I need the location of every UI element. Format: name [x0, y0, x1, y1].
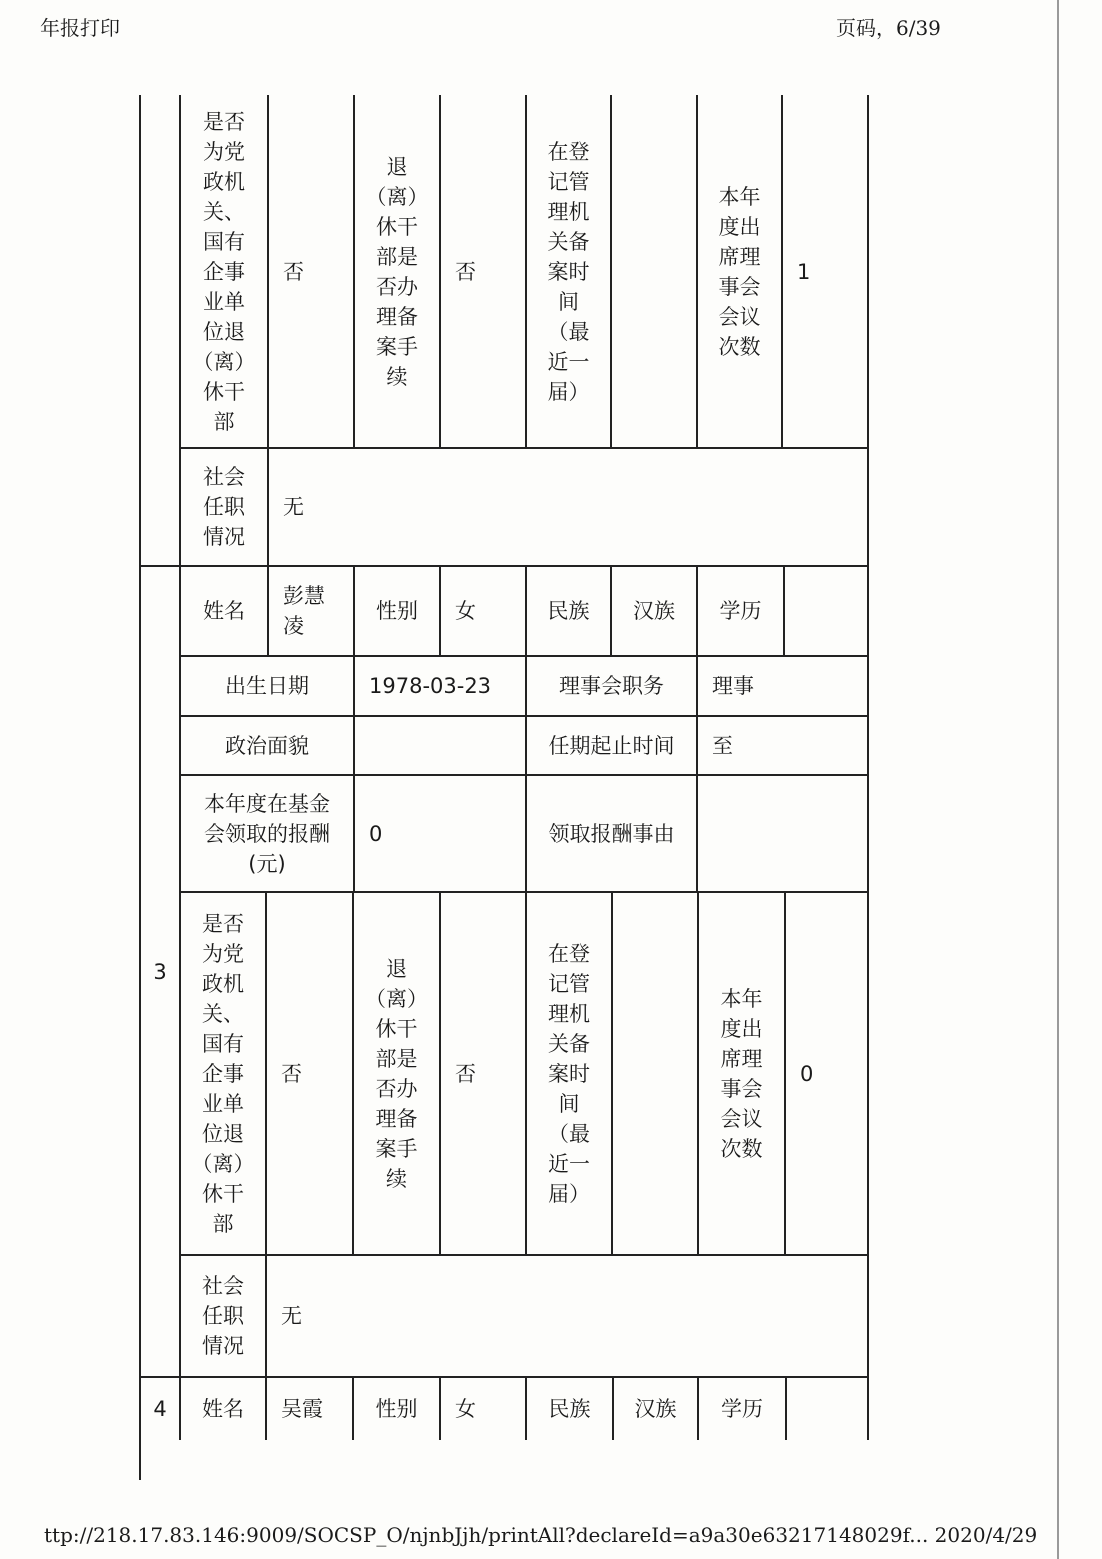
table-border	[867, 95, 869, 1440]
label-social-positions: 社会 任职 情况	[202, 1274, 244, 1358]
value-name: 吴霞	[281, 1397, 323, 1421]
label-retired-filing: 退 （离） 休干 部是 否办 理备 案手 续	[365, 956, 428, 1191]
value-education	[785, 567, 867, 655]
label-birth-date: 出生日期	[225, 674, 309, 698]
label-name: 姓名	[202, 1397, 244, 1421]
value-registration-time	[612, 97, 696, 447]
label-remuneration-reason: 领取报酬事由	[548, 821, 675, 846]
print-header-title: 年报打印	[40, 16, 120, 40]
value-registration-time	[613, 893, 697, 1254]
label-ethnicity: 民族	[547, 599, 590, 623]
value-retired-filing: 否	[455, 260, 476, 284]
value-birth-date: 1978-03-23	[369, 674, 492, 698]
member-index: 3	[153, 959, 167, 984]
value-social-positions: 无	[283, 495, 304, 519]
value-ethnicity: 汉族	[634, 1397, 677, 1421]
value-gender: 女	[455, 1397, 476, 1421]
value-is-party-retired: 否	[281, 1061, 302, 1086]
label-term: 任期起止时间	[548, 733, 675, 758]
value-name: 彭慧 凌	[283, 584, 325, 638]
value-remuneration-reason	[698, 776, 867, 891]
label-gender: 性别	[376, 599, 418, 623]
label-social-positions: 社会 任职 情况	[203, 465, 245, 549]
label-board-position: 理事会职务	[559, 674, 664, 698]
value-retired-filing: 否	[455, 1061, 476, 1086]
label-is-party-retired: 是否 为党 政机 关、 国有 企事 业单 位退 （离） 休干 部	[192, 110, 256, 434]
value-social-positions: 无	[281, 1304, 302, 1328]
label-political-status: 政治面貌	[225, 733, 309, 758]
label-remuneration: 本年度在基金 会领取的报酬 (元)	[204, 791, 330, 876]
label-registration-time: 在登 记管 理机 关备 案时 间 （最 近一 届）	[547, 140, 590, 404]
print-footer-url: ttp://218.17.83.146:9009/SOCSP_O/njnbJjh/printAll?declareId=a9a30e63217148029f... 2020/4/29	[44, 1523, 1038, 1547]
value-term: 至	[712, 733, 733, 758]
value-meetings-attended: 1	[797, 260, 811, 284]
label-gender: 性别	[375, 1397, 418, 1421]
value-political-status	[355, 717, 525, 774]
label-retired-filing: 退 （离） 休干 部是 否办 理备 案手 续	[365, 155, 429, 389]
label-meetings-attended: 本年 度出 席理 事会 会议 次数	[718, 185, 761, 359]
page-number: 页码，6/39	[836, 16, 941, 40]
label-education: 学历	[721, 1397, 763, 1421]
page-edge	[1057, 0, 1059, 1559]
value-ethnicity: 汉族	[633, 599, 675, 623]
label-is-party-retired: 是否 为党 政机 关、 国有 企事 业单 位退 （离） 休干 部	[191, 911, 255, 1236]
value-gender: 女	[455, 599, 476, 623]
label-meetings-attended: 本年 度出 席理 事会 会议 次数	[720, 986, 763, 1161]
label-education: 学历	[719, 599, 762, 623]
label-registration-time: 在登 记管 理机 关备 案时 间 （最 近一 届）	[548, 941, 590, 1206]
value-education	[787, 1378, 867, 1440]
label-name: 姓名	[203, 599, 245, 623]
member-index: 4	[153, 1397, 167, 1421]
value-board-position: 理事	[712, 674, 754, 698]
value-is-party-retired: 否	[283, 260, 304, 284]
label-ethnicity: 民族	[548, 1397, 591, 1421]
value-remuneration: 0	[369, 821, 383, 846]
value-meetings-attended: 0	[800, 1061, 814, 1086]
